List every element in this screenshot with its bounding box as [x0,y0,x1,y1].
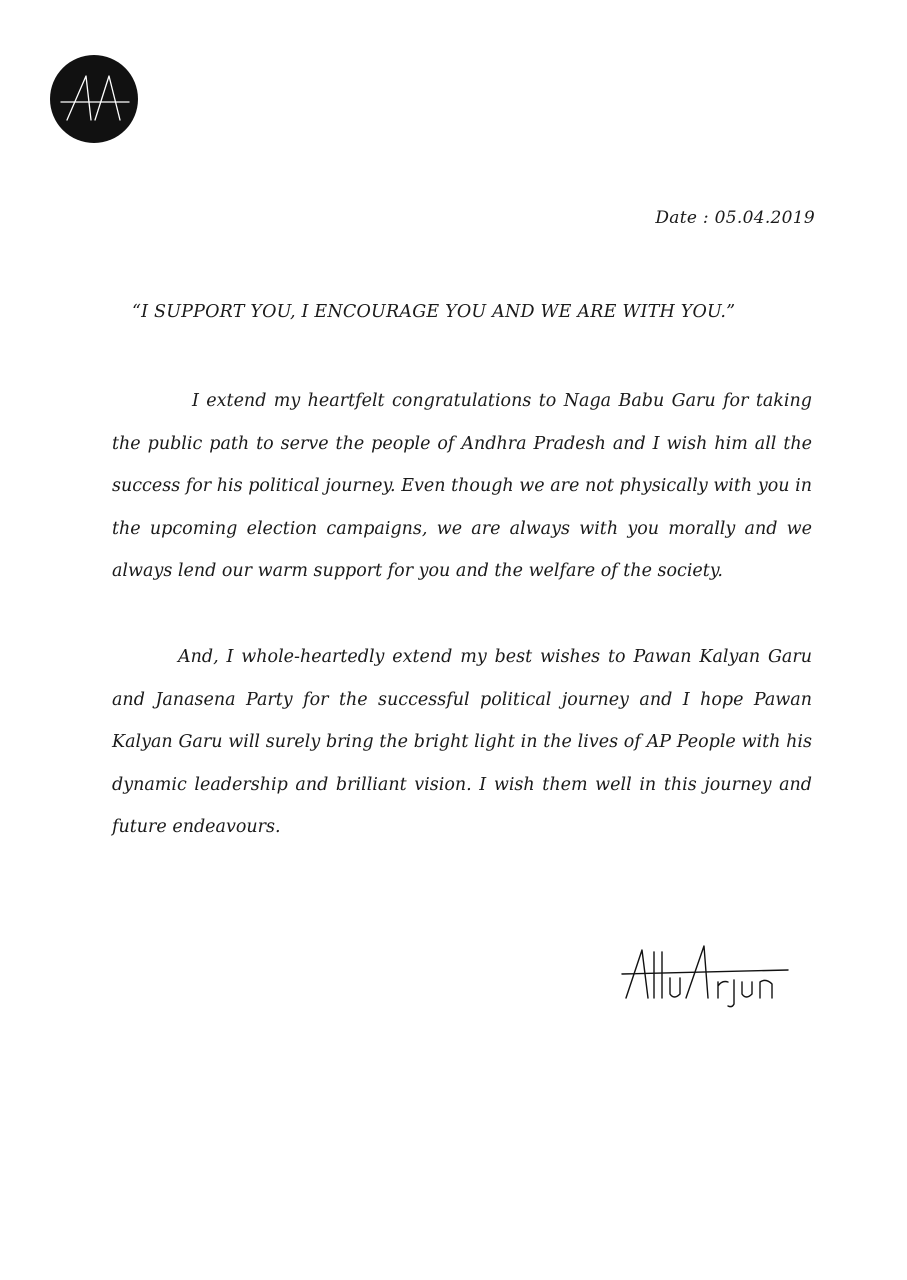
paragraph-1-text: I extend my heartfelt congratulations to Naga Babu Garu for taking the public path to serve the people of Andhra Pradesh and I wish him all the success for his political journey. Even though we are not physically with you in the upcoming election campaigns, we are always with you morally and we always lend our warm support for you and the welfare of the society. [112,391,812,581]
paragraph-1 [112,380,812,593]
paragraph-2-text: And, I whole-heartedly extend my best wishes to Pawan Kalyan Garu and Janasena Party for the successful political journey and I hope Pawan Kalyan Garu will surely bring the bright light in the lives of AP People with his dynamic leadership and brilliant vision. I wish them well in this journey and future endeavours. [112,647,812,837]
logo-icon [49,54,139,144]
paragraph-2 [112,636,812,849]
signature-icon [620,938,790,1010]
letter-date: Date : 05.04.2019 [655,208,815,228]
signature [620,938,790,1010]
aa-monogram-logo [49,54,139,144]
letter-headline: “I SUPPORT YOU, I ENCOURAGE YOU AND WE ARE WITH YOU.” [132,302,736,322]
